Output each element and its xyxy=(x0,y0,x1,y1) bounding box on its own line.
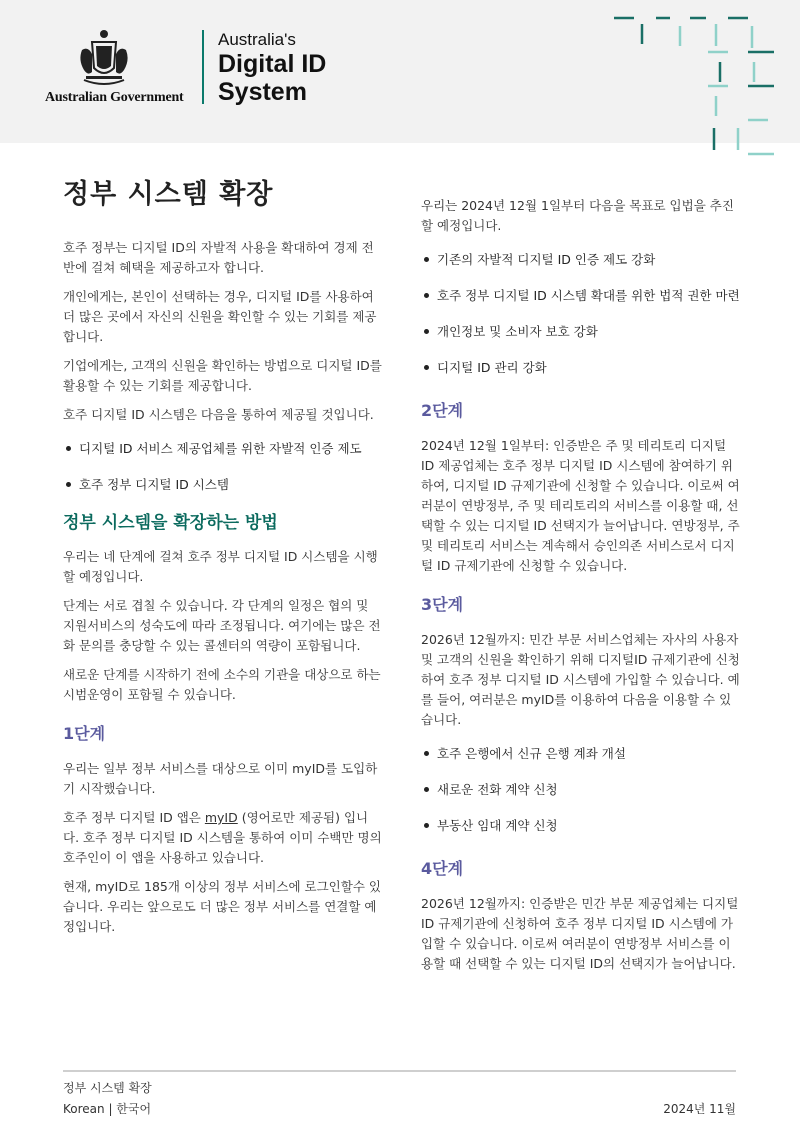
intro-paragraph: 호주 디지털 ID 시스템은 다음을 통하여 제공될 것입니다. xyxy=(63,407,374,422)
intro-paragraph: 개인에게는, 본인이 선택하는 경우, 디지털 ID를 사용하여 더 많은 곳에서 자신의 신원을 확인할 수 있는 기회를 제공합니다. xyxy=(63,289,377,344)
list-item: 호주 정부 디지털 ID 시스템 xyxy=(63,470,383,499)
page-title: 정부 시스템 확장 xyxy=(63,179,274,210)
footer-title: 정부 시스템 확장 xyxy=(63,1081,152,1095)
section-paragraph: 새로운 단계를 시작하기 전에 소수의 기관을 대상으로 하는 시범운영이 포함될 수 있습니다. xyxy=(63,667,381,702)
stage-3-title: 3단계 xyxy=(421,595,464,614)
section-title: 정부 시스템을 확장하는 방법 xyxy=(63,513,278,533)
page-header xyxy=(0,0,800,143)
stage-1-paragraph xyxy=(63,808,383,868)
list-item: 호주 정부 디지털 ID 시스템 확대를 위한 법적 권한 마련 xyxy=(421,281,741,310)
footer-date: 2024년 11월 xyxy=(663,1102,736,1116)
footer-divider xyxy=(63,1070,736,1072)
myid-link[interactable]: myID xyxy=(204,810,238,825)
list-item: 호주 은행에서 신규 은행 계좌 개설 xyxy=(421,739,741,768)
stage-2-title: 2단계 xyxy=(421,401,464,420)
header-divider xyxy=(202,30,204,104)
list-item: 개인정보 및 소비자 보호 강화 xyxy=(421,317,741,346)
list-item: 새로운 전화 계약 신청 xyxy=(421,775,741,804)
stage-1-text: 호주 정부 디지털 ID 앱은 xyxy=(63,810,205,825)
brand-line-2: Digital ID xyxy=(218,50,327,78)
legislation-list xyxy=(421,245,741,382)
government-name: Australian Government xyxy=(45,90,184,105)
list-item: 기존의 자발적 디지털 ID 인증 제도 강화 xyxy=(421,245,741,274)
stage-4-title: 4단계 xyxy=(421,859,464,878)
delivery-list xyxy=(63,434,383,499)
stage-1-paragraph: 현재, myID로 185개 이상의 정부 서비스에 로그인할수 있습니다. 우리는 앞으로도 더 많은 정부 서비스를 연결할 예정입니다. xyxy=(63,879,381,934)
stage-1-text: (영어로만 제공됨) 입니다. 호주 정부 디지털 ID 시스템을 통하여 이미 수백만 명의 호주인이 이 앱을 사용하고 있습니다. xyxy=(63,810,382,865)
left-column xyxy=(63,178,383,946)
stage-2-paragraph: 2024년 12월 1일부터: 인증받은 주 및 테리토리 디지털 ID 제공업체는 호주 정부 디지털 ID 시스템에 참여하기 위하여, 디지털 ID 규제기관에 신청할 수 있습니다. 이로써 여러분이 연방정부, 주 및 테리토리의 서비스를 이용할 때, 선택할 수 있는 디지털 ID 선택지가 늘어납니다. 연방정부, 주 및 테리토리 서비스는 계속해서 승인의존 서비스로서 디지털 ID 규제기관에 신청할 수 있습니다. xyxy=(421,438,740,573)
stage-1-title: 1단계 xyxy=(63,724,106,743)
intro-paragraph: 기업에게는, 고객의 신원을 확인하는 방법으로 디지털 ID를 활용할 수 있는 기회를 제공합니다. xyxy=(63,358,382,393)
intro-paragraph: 호주 정부는 디지털 ID의 자발적 사용을 확대하여 경제 전반에 걸쳐 혜택을 제공하고자 합니다. xyxy=(63,240,374,275)
stage-1-paragraph: 우리는 일부 정부 서비스를 대상으로 이미 myID를 도입하기 시작했습니다. xyxy=(63,761,378,796)
brand-line-3: System xyxy=(218,78,307,106)
list-item: 디지털 ID 서비스 제공업체를 위한 자발적 인증 제도 xyxy=(63,434,383,463)
legislation-intro: 우리는 2024년 12월 1일부터 다음을 목표로 입법을 추진할 예정입니다. xyxy=(421,198,734,233)
brand-title xyxy=(218,30,326,106)
stage-3-list xyxy=(421,739,741,840)
list-item: 디지털 ID 관리 강화 xyxy=(421,353,741,382)
coat-of-arms-icon xyxy=(78,28,130,90)
stage-3-paragraph: 2026년 12월까지: 민간 부문 서비스업체는 자사의 사용자 및 고객의 신원을 확인하기 위해 디지털ID 규제기관에 신청하여 호주 정부 디지털 ID 시스템에 가입할 수 있습니다. 예를 들어, 여러분은 myID를 이용하여 다음을 이용할 수 있습니다. xyxy=(421,632,740,727)
right-column xyxy=(421,196,741,983)
section-paragraph: 우리는 네 단계에 걸쳐 호주 정부 디지털 ID 시스템을 시행할 예정입니다. xyxy=(63,549,378,584)
footer-language: Korean | 한국어 xyxy=(63,1102,152,1116)
decorative-pattern-icon xyxy=(598,12,778,162)
list-item: 부동산 임대 계약 신청 xyxy=(421,811,741,840)
brand-line-1: Australia's xyxy=(218,30,296,49)
stage-4-paragraph: 2026년 12월까지: 인증받은 민간 부문 제공업체는 디지털ID 규제기관에 신청하여 호주 정부 디지털 ID 시스템에 가입할 수 있습니다. 이로써 여러분이 연방정부 서비스를 이용할 때 선택할 수 있는 디지털 ID의 선택지가 늘어납니다. xyxy=(421,896,739,971)
section-paragraph: 단계는 서로 겹칠 수 있습니다. 각 단계의 일정은 협의 및 지원서비스의 성숙도에 따라 조정됩니다. 여기에는 많은 전화 문의를 충당할 수 있는 콜센터의 역량이 포함됩니다. xyxy=(63,598,381,653)
